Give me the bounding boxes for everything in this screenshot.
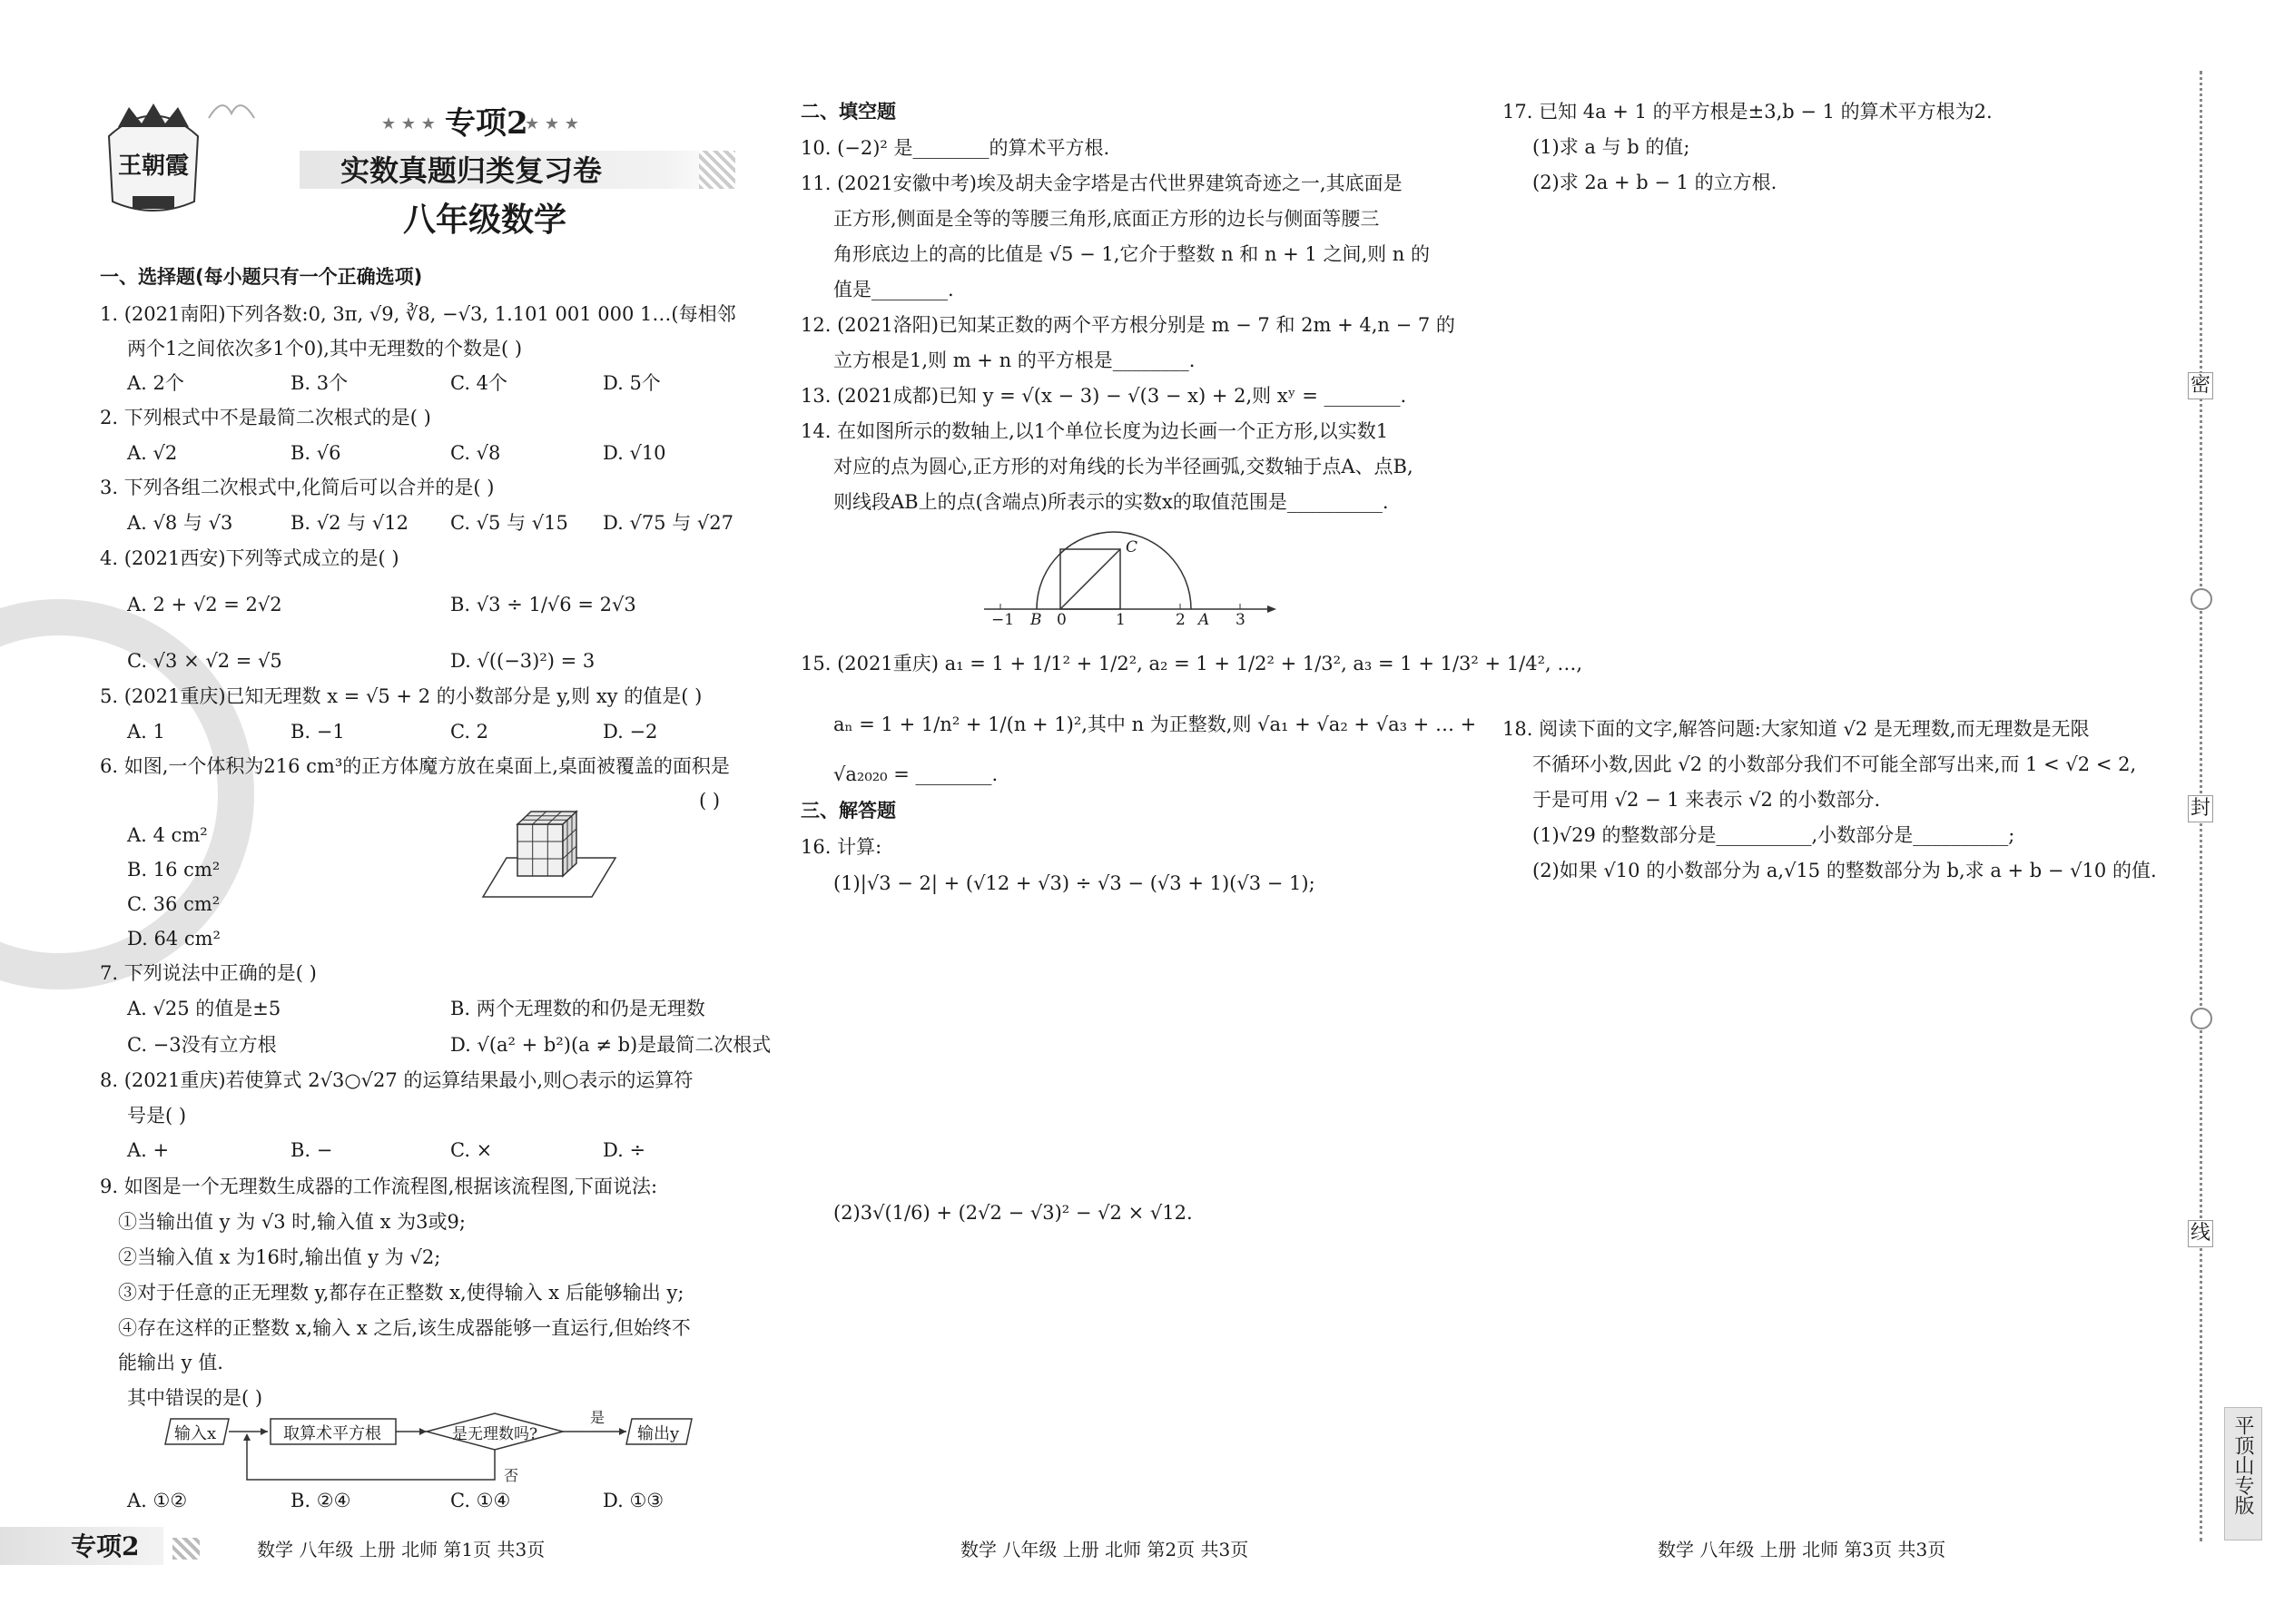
q5-option-b: B. −1 [290,721,345,743]
q1-option-d: D. 5个 [603,372,661,394]
q3-option-d: D. √75 与 √27 [603,512,733,534]
q16-part1: (1)|√3 − 2| + (√12 + √3) ÷ √3 − (√3 + 1)(√3 − 1); [833,872,1315,894]
ribbon-decoration [204,91,259,136]
q15-line2: aₙ = 1 + 1/n² + 1/(n + 1)²,其中 n 为正整数,则 √a₁ + √a₂ + √a₃ + … + [833,714,1477,735]
q13: 13. (2021成都)已知 y = √(x − 3) − √(3 − x) + 2,则 xʸ = ________. [801,385,1407,407]
footer-page-3: 数学 八年级 上册 北师 第3页 共3页 [1658,1539,1946,1560]
q6-line2: ( ) [699,790,721,812]
q8-line1: 8. (2021重庆)若使算式 2√3○√27 的运算结果最小,则○表示的运算符 [100,1069,694,1091]
q9-statement-2: ②当输入值 x 为16时,输出值 y 为 √2; [118,1246,441,1268]
q18-line2: 不循环小数,因此 √2 的小数部分我们不可能全部写出来,而 1 < √2 < 2, [1532,753,2137,775]
q8-option-d: D. ÷ [603,1139,646,1161]
q7-option-b: B. 两个无理数的和仍是无理数 [450,998,705,1019]
axis-tick-3: 3 [1236,611,1245,629]
q15-line3: √a₂₀₂₀ = ________. [833,763,999,785]
main-title: 实数真题归类复习卷 [340,153,603,188]
axis-tick-2: 2 [1176,611,1186,629]
q9-option-c: C. ①④ [450,1490,511,1511]
binding-circle-icon [2191,588,2212,610]
q8-option-c: C. × [450,1139,493,1161]
footer-page-1: 数学 八年级 上册 北师 第1页 共3页 [257,1539,546,1560]
q11-line1: 11. (2021安徽中考)埃及胡夫金字塔是古代世界建筑奇迹之一,其底面是 [801,172,1403,194]
axis-tick-0: 0 [1057,611,1067,629]
q4-option-a: A. 2 + √2 = 2√2 [127,594,282,615]
q10: 10. (−2)² 是________的算术平方根. [801,137,1110,159]
q7-option-d: D. √(a² + b²)(a ≠ b)是最简二次根式 [450,1034,772,1056]
q2-line1: 2. 下列根式中不是最简二次根式的是( ) [100,407,431,428]
q6-option-c: C. 36 cm² [127,893,221,915]
q9-statement-4b: 能输出 y 值. [118,1352,223,1373]
q11-line4: 值是________. [833,279,954,300]
q9-ask: 其中错误的是( ) [127,1387,263,1409]
q18-part2: (2)如果 √10 的小数部分为 a,√15 的整数部分为 b,求 a + b − √10 的值. [1532,860,2157,881]
logo-text: 王朝霞 [117,153,189,180]
q5-option-a: A. 1 [127,721,165,743]
q17-line1: 17. 已知 4a + 1 的平方根是±3,b − 1 的算术平方根为2. [1502,101,1993,123]
number-line-figure [980,522,1289,631]
flow-yes-label: 是 [590,1409,605,1426]
edition-label [2224,1407,2262,1540]
footer-tag-pattern [172,1538,200,1560]
q9-option-a: A. ①② [127,1490,188,1511]
q14-line3: 则线段AB上的点(含端点)所表示的实数x的取值范围是__________. [833,491,1389,513]
q4-option-c: C. √3 × √2 = √5 [127,650,282,672]
binding-circle-icon [2191,1008,2212,1029]
axis-point-a: A [1198,611,1210,629]
series-title: 专项2 [445,105,528,142]
q8-option-a: A. + [127,1139,170,1161]
q3-option-c: C. √5 与 √15 [450,512,568,534]
q9-option-d: D. ①③ [603,1490,665,1511]
section-fill-heading: 二、填空题 [801,101,896,123]
q12-line1: 12. (2021洛阳)已知某正数的两个平方根分别是 m − 7 和 2m + 4,n − 7 的 [801,314,1455,336]
flow-no-label: 否 [504,1467,519,1484]
q2-option-d: D. √10 [603,442,666,464]
rubiks-cube-figure [481,808,617,903]
q5-option-c: C. 2 [450,721,489,743]
q14-line1: 14. 在如图所示的数轴上,以1个单位长度为边长画一个正方形,以实数1 [801,420,1389,442]
q1-option-b: B. 3个 [290,372,349,394]
flowchart [163,1409,708,1493]
q9-option-b: B. ②④ [290,1490,351,1511]
q18-line3: 于是可用 √2 − 1 来表示 √2 的小数部分. [1532,789,1881,811]
title-stars-right: ★ ★ ★ [525,114,579,133]
axis-tick-neg1: −1 [991,611,1015,629]
q18-line1: 18. 阅读下面的文字,解答问题:大家知道 √2 是无理数,而无理数是无限 [1502,718,2090,740]
footer-page-2: 数学 八年级 上册 北师 第2页 共3页 [960,1539,1249,1560]
q9-statement-1: ①当输出值 y 为 √3 时,输入值 x 为3或9; [118,1211,466,1233]
q3-option-a: A. √8 与 √3 [127,512,233,534]
edition-text: 平顶山专版 [2231,1415,2254,1515]
seal-mark-xian: 线 [2188,1220,2213,1247]
q4-option-b: B. √3 ÷ 1/√6 = 2√3 [450,594,636,615]
q15-line1: 15. (2021重庆) a₁ = 1 + 1/1² + 1/2², a₂ = 1 + 1/2² + 1/3², a₃ = 1 + 1/3² + 1/4², …, [801,653,1583,674]
brand-logo [100,100,207,218]
q2-option-a: A. √2 [127,442,178,464]
flow-decision: 是无理数吗? [452,1425,538,1443]
q7-line1: 7. 下列说法中正确的是( ) [100,962,317,984]
q16-line1: 16. 计算: [801,836,882,858]
title-stars-left: ★ ★ ★ [381,114,436,133]
q7-option-c: C. −3没有立方根 [127,1034,277,1056]
flow-input-box: 输入x [174,1424,217,1443]
q5-option-d: D. −2 [603,721,658,743]
q2-option-c: C. √8 [450,442,501,464]
q12-line2: 立方根是1,则 m + n 的平方根是________. [833,349,1196,371]
q1-option-a: A. 2个 [127,372,184,394]
q1-line2: 两个1之间依次多1个0),其中无理数的个数是( ) [127,338,523,359]
q2-option-b: B. √6 [290,442,341,464]
subtitle: 八年级数学 [403,202,567,239]
section-answer-heading: 三、解答题 [801,800,896,822]
q9-line1: 9. 如图是一个无理数生成器的工作流程图,根据该流程图,下面说法: [100,1176,658,1197]
section-choice-heading: 一、选择题(每小题只有一个正确选项) [100,266,423,288]
q11-line3: 角形底边上的高的比值是 √5 − 1,它介于整数 n 和 n + 1 之间,则 n 的 [833,243,1431,265]
axis-tick-1: 1 [1116,611,1126,629]
q4-option-d: D. √((−3)²) = 3 [450,650,596,672]
q9-statement-4a: ④存在这样的正整数 x,输入 x 之后,该生成器能够一直运行,但始终不 [118,1317,691,1339]
q17-part1: (1)求 a 与 b 的值; [1532,136,1690,158]
q11-line2: 正方形,侧面是全等的等腰三角形,底面正方形的边长与侧面等腰三 [833,208,1380,230]
q18-part1: (1)√29 的整数部分是__________,小数部分是__________; [1532,824,2015,846]
axis-point-b: B [1030,611,1042,629]
q14-line2: 对应的点为圆心,正方形的对角线的长为半径画弧,交数轴于点A、点B, [833,456,1413,477]
q9-statement-3: ③对于任意的正无理数 y,都存在正整数 x,使得输入 x 后能够输出 y; [118,1282,684,1304]
q6-option-a: A. 4 cm² [127,824,208,846]
seal-mark-feng: 封 [2188,795,2213,822]
q1-line1: 1. (2021南阳)下列各数:0, 3π, √9, ∛8, −√3, 1.101 001 000 1…(每相邻 [100,303,736,325]
q5-line1: 5. (2021重庆)已知无理数 x = √5 + 2 的小数部分是 y,则 xy 的值是( ) [100,685,703,707]
q8-option-b: B. − [290,1139,333,1161]
q7-option-a: A. √25 的值是±5 [127,998,281,1019]
q6-option-d: D. 64 cm² [127,928,221,950]
q4-line1: 4. (2021西安)下列等式成立的是( ) [100,547,399,569]
q17-part2: (2)求 2a + b − 1 的立方根. [1532,172,1777,193]
q16-part2: (2)3√(1/6) + (2√2 − √3)² − √2 × √12. [833,1202,1193,1224]
seal-mark-mi: 密 [2188,372,2213,399]
q3-option-b: B. √2 与 √12 [290,512,409,534]
flow-output-box: 输出y [637,1424,680,1443]
point-c-label: C [1126,538,1138,556]
q3-line1: 3. 下列各组二次根式中,化简后可以合并的是( ) [100,477,495,498]
title-band-pattern [699,151,735,189]
flow-sqrt-box: 取算术平方根 [283,1424,381,1443]
q1-option-c: C. 4个 [450,372,508,394]
q6-option-b: B. 16 cm² [127,859,221,881]
q6-line1: 6. 如图,一个体积为216 cm³的正方体魔方放在桌面上,桌面被覆盖的面积是 [100,755,730,777]
q8-line2: 号是( ) [127,1105,187,1127]
footer-series-tag: 专项2 [71,1531,140,1561]
